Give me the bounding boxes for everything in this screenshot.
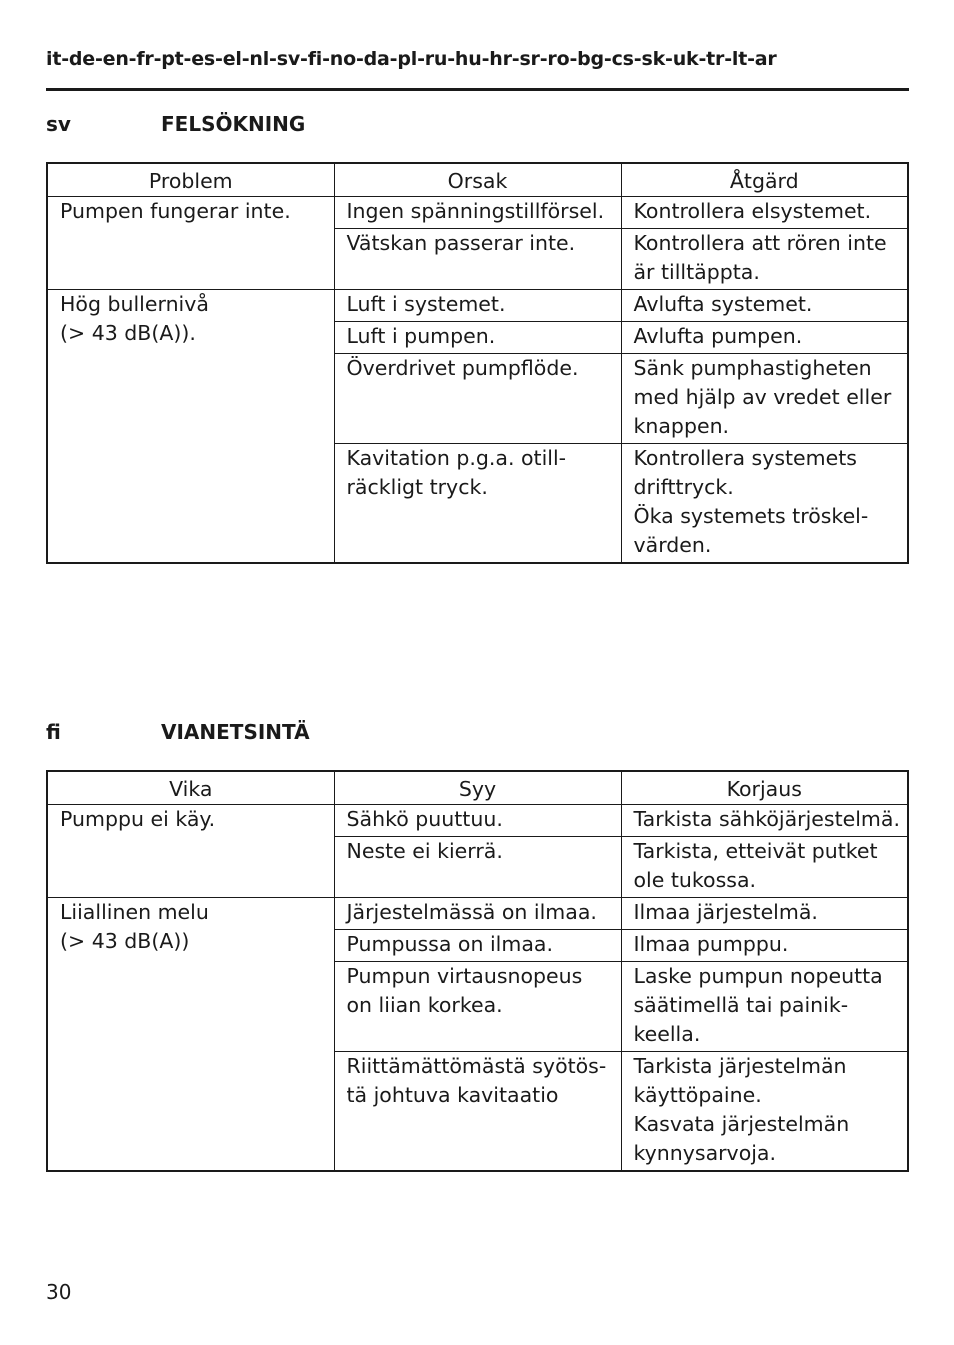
table-row	[47, 898, 908, 930]
remedy-cell: Avlufta pumpen.	[621, 322, 908, 354]
cause-cell: Vätskan passerar inte.	[334, 229, 621, 290]
table-header-row	[47, 163, 908, 197]
cause-cell: Överdrivet pumpflöde.	[334, 354, 621, 444]
header-divider	[46, 88, 909, 91]
remedy-cell: Tarkista, etteivät putket ole tukossa.	[621, 837, 908, 898]
column-header-cause: Orsak	[334, 163, 621, 197]
problem-cell: Hög bullernivå (> 43 dB(A)).	[47, 290, 334, 564]
cause-cell: Kavitation p.g.a. otill- räckligt tryck.	[334, 444, 621, 564]
remedy-cell: Ilmaa järjestelmä.	[621, 898, 908, 930]
remedy-cell: Kontrollera systemets drifttryck. Öka systemets tröskel- värden.	[621, 444, 908, 564]
remedy-cell: Ilmaa pumppu.	[621, 930, 908, 962]
cause-cell: Järjestelmässä on ilmaa.	[334, 898, 621, 930]
remedy-cell: Kontrollera elsystemet.	[621, 197, 908, 229]
language-code-sv: sv	[46, 112, 71, 136]
column-header-remedy: Åtgärd	[621, 163, 908, 197]
remedy-cell: Tarkista sähköjärjestelmä.	[621, 805, 908, 837]
cause-cell: Sähkö puuttuu.	[334, 805, 621, 837]
language-codes-header: it-de-en-fr-pt-es-el-nl-sv-fi-no-da-pl-ru-hu-hr-sr-ro-bg-cs-sk-uk-tr-lt-ar	[46, 48, 777, 70]
remedy-cell: Tarkista järjestelmän käyttöpaine. Kasvata järjestelmän kynnysarvoja.	[621, 1052, 908, 1172]
remedy-cell: Sänk pumphastigheten med hjälp av vredet eller knappen.	[621, 354, 908, 444]
table-row	[47, 805, 908, 837]
cause-cell: Pumpussa on ilmaa.	[334, 930, 621, 962]
section-heading-sv	[46, 112, 305, 136]
problem-cell: Pumppu ei käy.	[47, 805, 334, 898]
table-row	[47, 197, 908, 229]
section-heading-fi	[46, 720, 310, 744]
cause-cell: Luft i pumpen.	[334, 322, 621, 354]
cause-cell: Ingen spänningstillförsel.	[334, 197, 621, 229]
language-code-fi: fi	[46, 720, 61, 744]
problem-cell: Pumpen fungerar inte.	[47, 197, 334, 290]
table-header-row	[47, 771, 908, 805]
section-title-fi: VIANETSINTÄ	[161, 720, 310, 744]
cause-cell: Luft i systemet.	[334, 290, 621, 322]
column-header-cause: Syy	[334, 771, 621, 805]
remedy-cell: Avlufta systemet.	[621, 290, 908, 322]
troubleshooting-table-fi	[46, 770, 909, 1172]
section-title-sv: FELSÖKNING	[161, 112, 306, 136]
remedy-cell: Laske pumpun nopeutta säätimellä tai painik- keella.	[621, 962, 908, 1052]
column-header-remedy: Korjaus	[621, 771, 908, 805]
cause-cell: Pumpun virtausnopeus on liian korkea.	[334, 962, 621, 1052]
column-header-problem: Vika	[47, 771, 334, 805]
column-header-problem: Problem	[47, 163, 334, 197]
table-row	[47, 290, 908, 322]
troubleshooting-table-sv	[46, 162, 909, 564]
remedy-cell: Kontrollera att rören inte är tilltäppta.	[621, 229, 908, 290]
cause-cell: Neste ei kierrä.	[334, 837, 621, 898]
cause-cell: Riittämättömästä syötös- tä johtuva kavitaatio	[334, 1052, 621, 1172]
page-number: 30	[46, 1280, 72, 1304]
problem-cell: Liiallinen melu (> 43 dB(A))	[47, 898, 334, 1172]
